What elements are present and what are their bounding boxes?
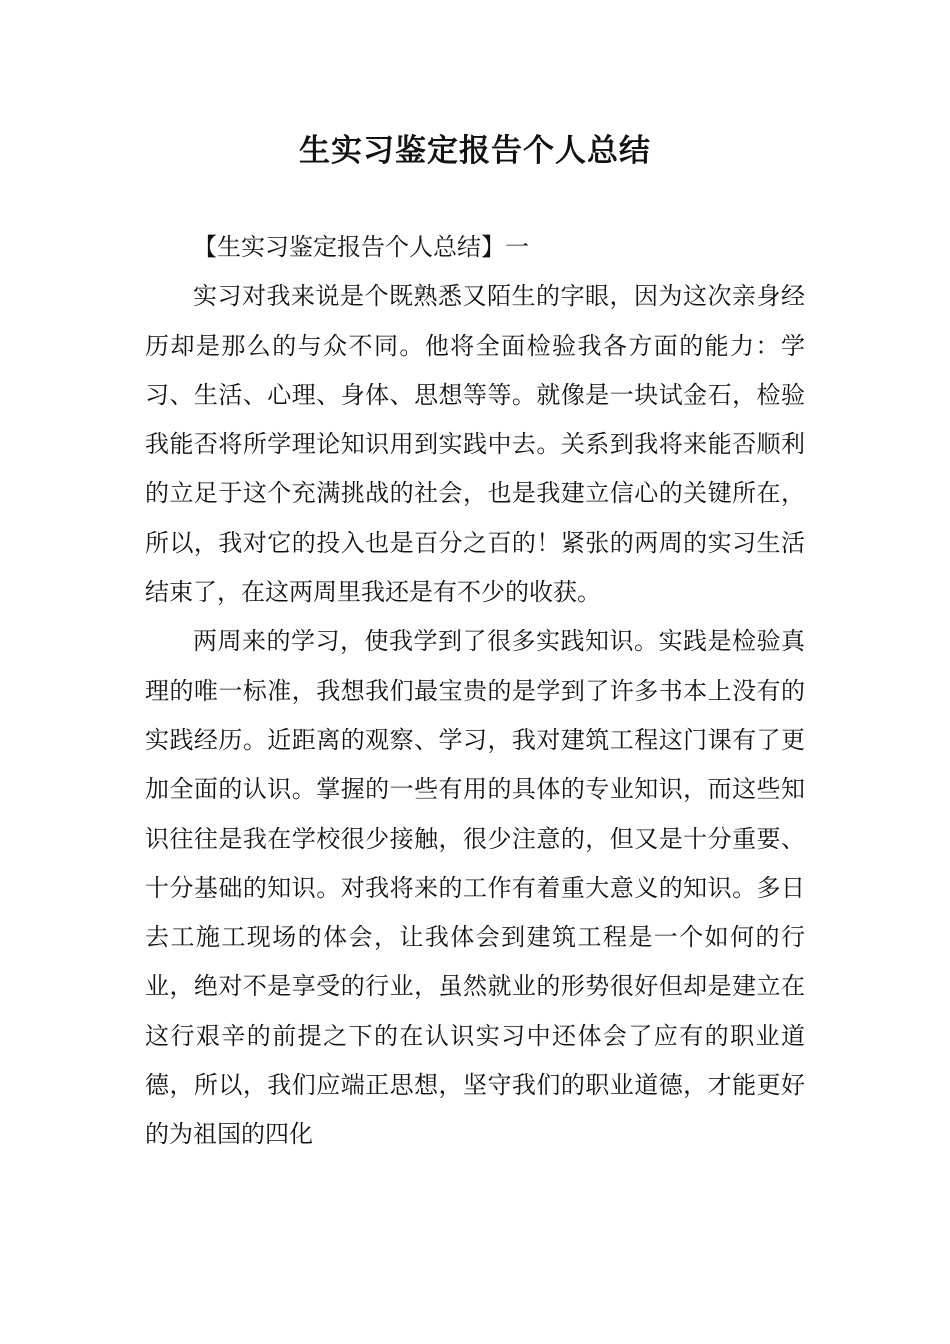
section-heading: 【生实习鉴定报告个人总结】一 xyxy=(193,233,529,261)
document-title: 生实习鉴定报告个人总结 xyxy=(299,133,651,169)
paragraph-1: 实习对我来说是个既熟悉又陌生的字眼，因为这次亲身经历却是那么的与众不同。他将全面检验我各方面的能力：学习、生活、心理、身体、思想等等。就像是一块试金石，检验我能否将所学理论知识用到实践中去。关系到我将来能否顺利的立足于这个充满挑战的社会，也是我建立信心的关键所在，所以，我对它的投入也是百分之百的！紧张的两周的实习生活结束了，在这两周里我还是有不少的收获。 xyxy=(145,282,805,607)
paragraph-2: 两周来的学习，使我学到了很多实践知识。实践是检验真理的唯一标准，我想我们最宝贵的是学到了许多书本上没有的实践经历。近距离的观察、学习，我对建筑工程这门课有了更加全面的认识。掌握的一些有用的具体的专业知识，而这些知识往往是我在学校很少接触，很少注意的，但又是十分重要、十分基础的知识。对我将来的工作有着重大意义的知识。多日去工施工现场的体会，让我体会到建筑工程是一个如何的行业，绝对不是享受的行业，虽然就业的形势很好但却是建立在这行艰辛的前提之下的在认识实习中还体会了应有的职业道德，所以，我们应端正思想，坚守我们的职业道德，才能更好的为祖国的四化 xyxy=(145,627,805,1149)
document-body xyxy=(145,223,805,1160)
